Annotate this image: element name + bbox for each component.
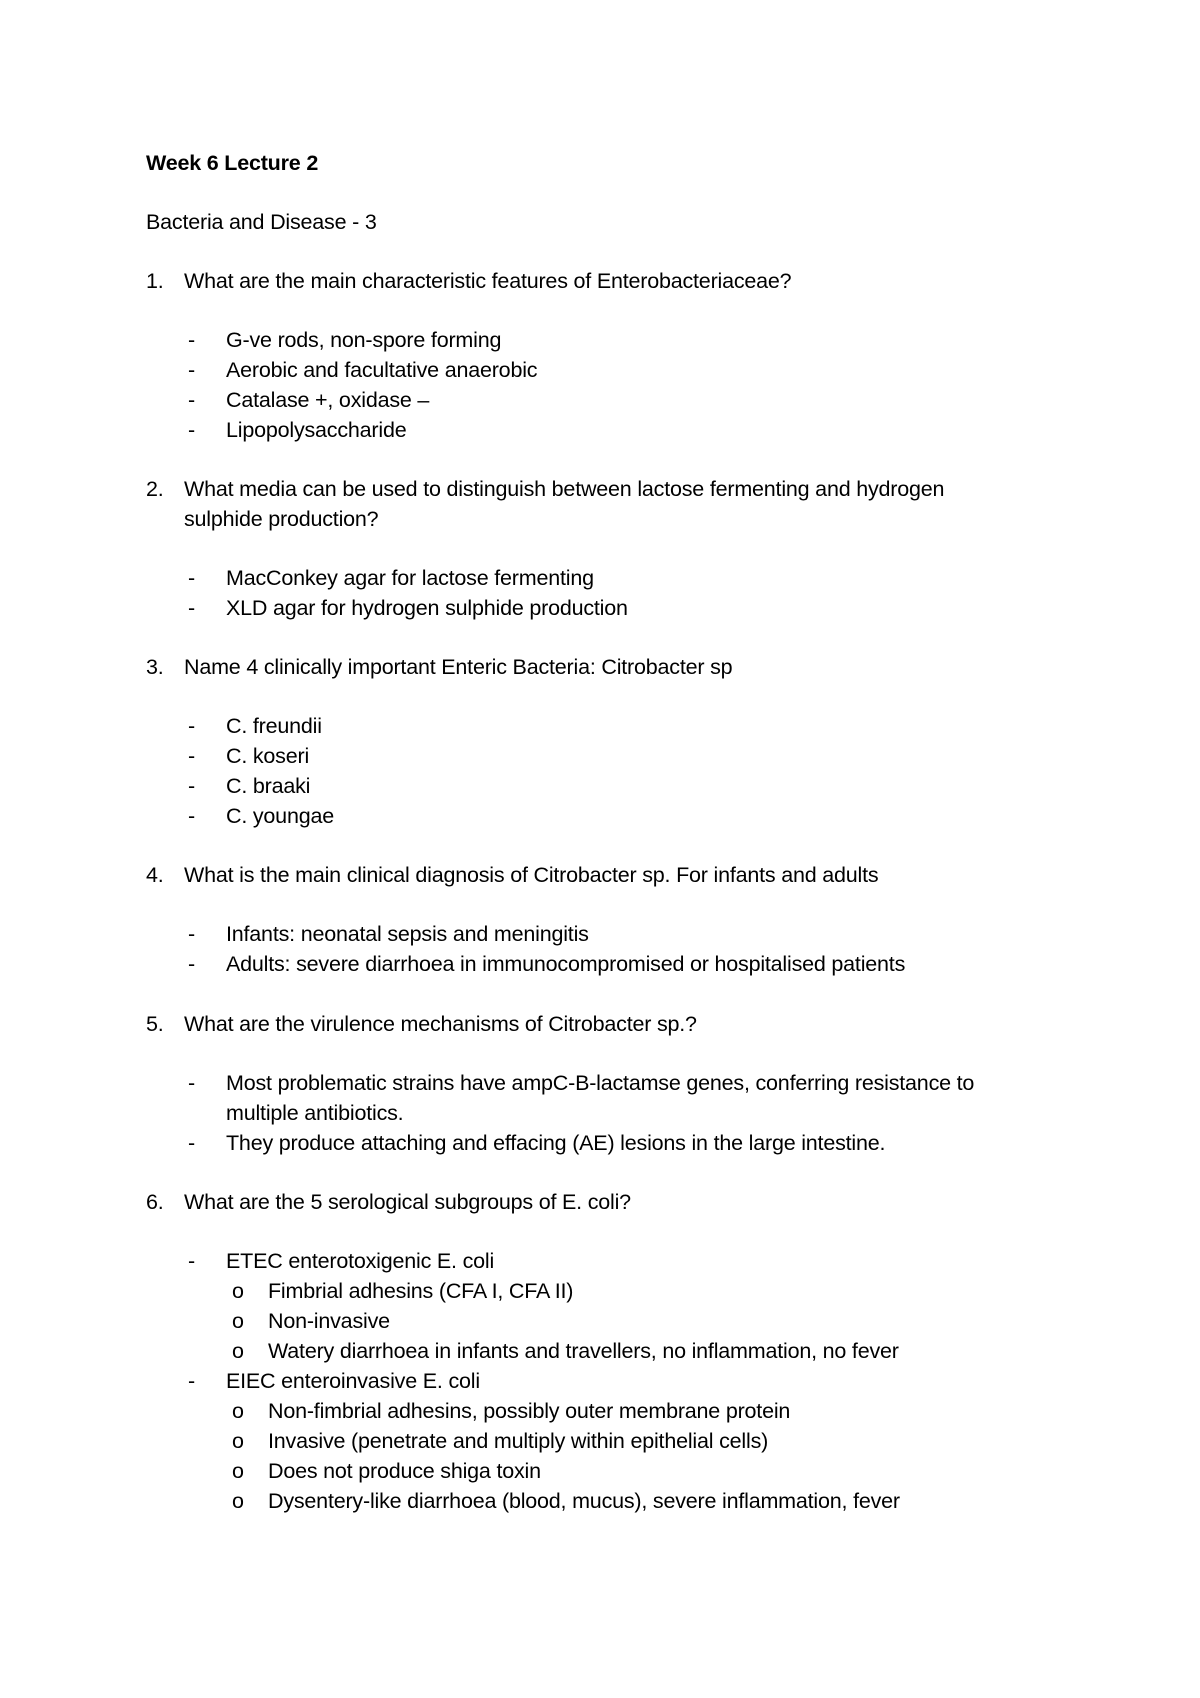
dash-bullet: - (188, 388, 195, 412)
dash-bullet: - (188, 922, 195, 946)
answer-item: Catalase +, oxidase – (226, 388, 430, 412)
dash-bullet: - (188, 774, 195, 798)
question-number: 2. (146, 477, 164, 501)
sub-item: Fimbrial adhesins (CFA I, CFA II) (268, 1279, 574, 1303)
sub-item: Does not produce shiga toxin (268, 1459, 541, 1483)
answer-item: They produce attaching and effacing (AE) lesions in the large intestine. (226, 1131, 886, 1155)
sub-item: Dysentery-like diarrhoea (blood, mucus), severe inflammation, fever (268, 1489, 900, 1513)
page-title: Week 6 Lecture 2 (146, 151, 319, 175)
circle-bullet: o (232, 1309, 244, 1333)
circle-bullet: o (232, 1429, 244, 1453)
answer-item: MacConkey agar for lactose fermenting (226, 566, 594, 590)
dash-bullet: - (188, 1131, 195, 1155)
dash-bullet: - (188, 1249, 195, 1273)
question-text: What are the virulence mechanisms of Citrobacter sp.? (184, 1012, 697, 1036)
question-text: What are the main characteristic features of Enterobacteriaceae? (184, 269, 792, 293)
group-label: ETEC enterotoxigenic E. coli (226, 1249, 495, 1273)
answer-item: Aerobic and facultative anaerobic (226, 358, 538, 382)
dash-bullet: - (188, 804, 195, 828)
sub-item: Invasive (penetrate and multiply within epithelial cells) (268, 1429, 769, 1453)
dash-bullet: - (188, 1071, 195, 1095)
question-text: sulphide production? (184, 507, 379, 531)
question-text: What are the 5 serological subgroups of E. coli? (184, 1190, 631, 1214)
circle-bullet: o (232, 1489, 244, 1513)
question-text: Name 4 clinically important Enteric Bacteria: Citrobacter sp (184, 655, 733, 679)
answer-item: G-ve rods, non-spore forming (226, 328, 502, 352)
question-number: 6. (146, 1190, 164, 1214)
answer-item: Adults: severe diarrhoea in immunocompromised or hospitalised patients (226, 952, 906, 976)
answer-item: XLD agar for hydrogen sulphide production (226, 596, 628, 620)
group-label: EIEC enteroinvasive E. coli (226, 1369, 480, 1393)
dash-bullet: - (188, 418, 195, 442)
dash-bullet: - (188, 1369, 195, 1393)
question-number: 5. (146, 1012, 164, 1036)
circle-bullet: o (232, 1399, 244, 1423)
dash-bullet: - (188, 714, 195, 738)
answer-item: C. koseri (226, 744, 310, 768)
circle-bullet: o (232, 1279, 244, 1303)
dash-bullet: - (188, 328, 195, 352)
dash-bullet: - (188, 744, 195, 768)
question-text: What media can be used to distinguish between lactose fermenting and hydrogen (184, 477, 945, 501)
answer-item: Most problematic strains have ampC-B-lactamse genes, conferring resistance to (226, 1071, 975, 1095)
sub-item: Non-fimbrial adhesins, possibly outer membrane protein (268, 1399, 791, 1423)
answer-item: Lipopolysaccharide (226, 418, 407, 442)
answer-item: Infants: neonatal sepsis and meningitis (226, 922, 589, 946)
question-number: 4. (146, 863, 164, 887)
answer-item: multiple antibiotics. (226, 1101, 404, 1125)
sub-item: Watery diarrhoea in infants and travellers, no inflammation, no fever (268, 1339, 899, 1363)
question-number: 1. (146, 269, 164, 293)
question-text: What is the main clinical diagnosis of Citrobacter sp. For infants and adults (184, 863, 879, 887)
answer-item: C. freundii (226, 714, 322, 738)
answer-item: C. youngae (226, 804, 334, 828)
page-subtitle: Bacteria and Disease - 3 (146, 210, 377, 234)
dash-bullet: - (188, 566, 195, 590)
circle-bullet: o (232, 1459, 244, 1483)
answer-item: C. braaki (226, 774, 311, 798)
dash-bullet: - (188, 596, 195, 620)
circle-bullet: o (232, 1339, 244, 1363)
dash-bullet: - (188, 952, 195, 976)
question-number: 3. (146, 655, 164, 679)
dash-bullet: - (188, 358, 195, 382)
sub-item: Non-invasive (268, 1309, 390, 1333)
